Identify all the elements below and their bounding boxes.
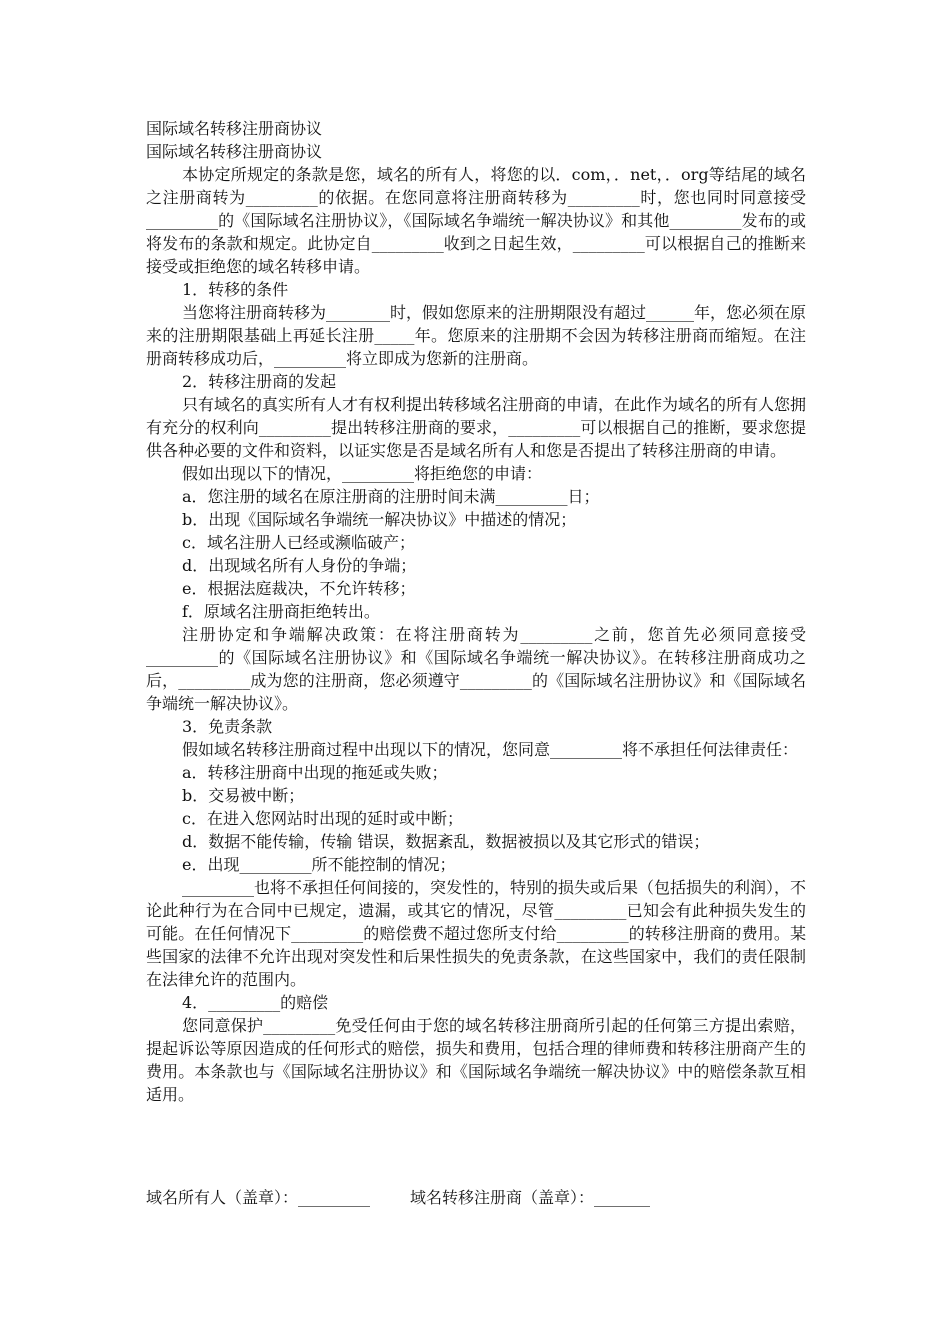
section-2-paragraph: 只有域名的真实所有人才有权利提出转移域名注册商的申请，在此作为域名的所有人您拥有充分的权利向_________提出转移注册商的要求，_________可以根据自己的推断，要求您提供各种必要的文件和资料，以证实您是否是域名所有人和您是否提出了转移注册商的申请。 bbox=[146, 395, 807, 460]
registrar-signature-field: 域名转移注册商（盖章）：_______ bbox=[410, 1188, 651, 1207]
list-item: a．转移注册商中出现的拖延或失败； bbox=[182, 763, 448, 782]
document-body bbox=[146, 117, 806, 1106]
list-item: b．出现《国际域名争端统一解决协议》中描述的情况； bbox=[182, 510, 577, 529]
list-item: a．您注册的域名在原注册商的注册时间未满_________日； bbox=[182, 487, 600, 506]
signature-line bbox=[146, 1186, 826, 1209]
section-heading-3: 3．免责条款 bbox=[182, 717, 273, 736]
intro-paragraph: 本协定所规定的条款是您，域名的所有人，将您的以．com，．net，．org等结尾的域名之注册商转为_________的依据。在您同意将注册商转移为_________时，您也同时同意接受_________的《国际域名注册协议》，《国际域名争端统一解决协议》和其他_________发布的或将发布的条款和规定。此协定自_________收到之日起生效，_________可以根据自己的推断来接受或拒绝您的域名转移申请。 bbox=[146, 165, 806, 276]
list-item: d．数据不能传输，传输 错误，数据紊乱，数据被损以及其它形式的错误； bbox=[182, 832, 710, 851]
list-item: c．域名注册人已经或濒临破产； bbox=[182, 533, 415, 552]
section-heading-4: 4．_________的赔偿 bbox=[182, 993, 329, 1012]
list-item: d．出现域名所有人身份的争端； bbox=[182, 556, 417, 575]
policy-paragraph: 注册协定和争端解决政策：在将注册商转为_________之前，您首先必须同意接受_________的《国际域名注册协议》和《国际域名争端统一解决协议》。在转移注册商成功之后，_________成为您的注册商，您必须遵守_________的《国际域名注册协议》和《国际域名争端统一解决协议》。 bbox=[146, 625, 806, 713]
document-title: 国际域名转移注册商协议 bbox=[146, 119, 323, 138]
list-item: b．交易被中断； bbox=[182, 786, 305, 805]
indemnity-paragraph: 您同意保护_________免受任何由于您的域名转移注册商所引起的任何第三方提出索赔，提起诉讼等原因造成的任何形式的赔偿，损失和费用，包括合理的律师费和转移注册商产生的费用。本条款也与《国际域名注册协议》和《国际域名争端统一解决协议》中的赔偿条款互相适用。 bbox=[146, 1016, 806, 1104]
document-subtitle: 国际域名转移注册商协议 bbox=[146, 142, 323, 161]
list-item: f．原域名注册商拒绝转出。 bbox=[182, 602, 380, 621]
owner-signature-field: 域名所有人（盖章）：_________ bbox=[146, 1188, 371, 1207]
list-item: e．根据法庭裁决，不允许转移； bbox=[182, 579, 416, 598]
section-heading-2: 2．转移注册商的发起 bbox=[182, 372, 337, 391]
disclaimer-intro: 假如域名转移注册商过程中出现以下的情况，您同意_________将不承担任何法律责任： bbox=[182, 740, 799, 759]
section-1-paragraph: 当您将注册商转移为________时，假如您原来的注册期限没有超过______年，您必须在原来的注册期限基础上再延长注册_____年。您原来的注册期不会因为转移注册商而缩短。在注册商转移成功后，_________将立即成为您新的注册商。 bbox=[146, 303, 807, 368]
list-item: e．出现_________所不能控制的情况； bbox=[182, 855, 456, 874]
list-item: c．在进入您网站时出现的延时或中断； bbox=[182, 809, 463, 828]
refusal-intro: 假如出现以下的情况，_________将拒绝您的申请： bbox=[182, 464, 543, 483]
section-heading-1: 1．转移的条件 bbox=[182, 280, 289, 299]
liability-paragraph: _________也将不承担任何间接的，突发性的，特别的损失或后果（包括损失的利润），不论此种行为在合同中已规定，遗漏，或其它的情况，尽管_________已知会有此种损失发生的可能。在任何情况下_________的赔偿费不超过您所支付给_________的转移注册商的费用。某些国家的法律不允许出现对突发性和后果性损失的免责条款，在这些国家中，我们的责任限制在法律允许的范围内。 bbox=[146, 878, 807, 989]
